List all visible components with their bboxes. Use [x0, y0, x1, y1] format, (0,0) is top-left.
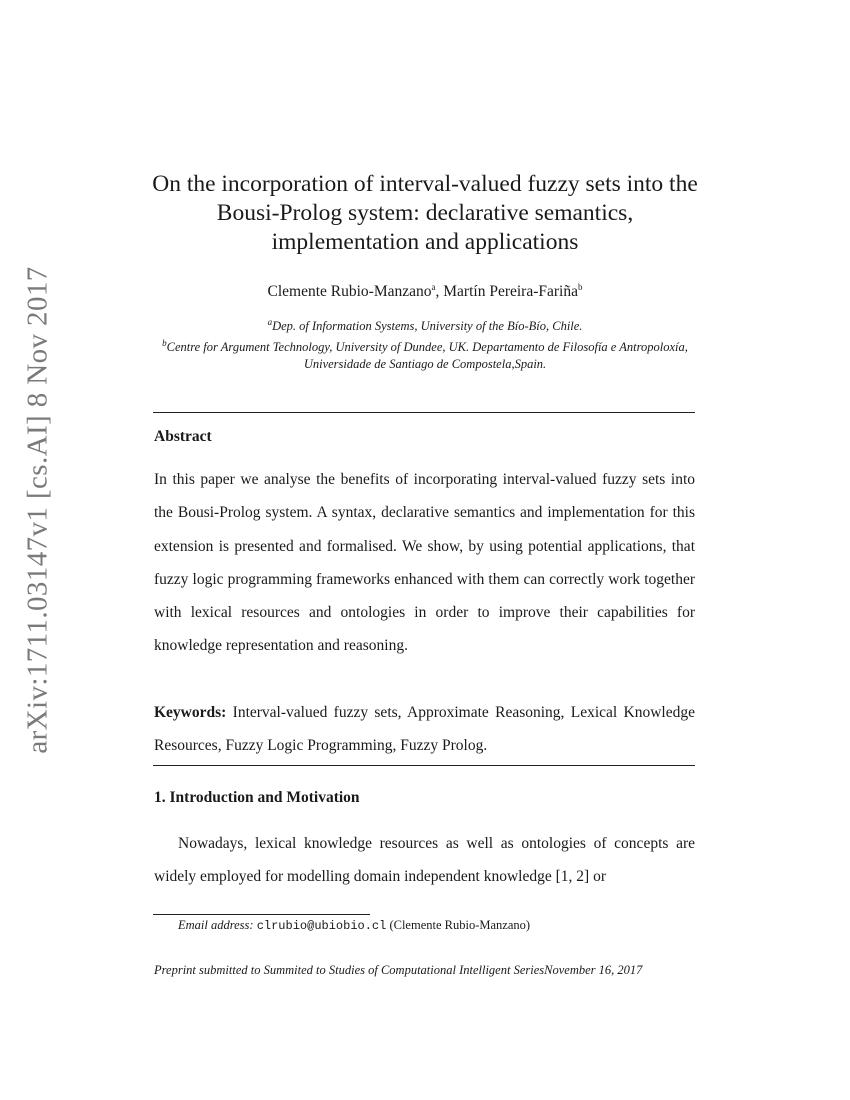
author-affiliation-mark: a: [431, 282, 436, 292]
affiliation-mark: b: [162, 338, 167, 349]
paper-title: On the incorporation of interval-valued fuzzy sets into the Bousi-Prolog system: declarative semantics, implementation and applications: [152, 171, 698, 255]
author-name: Clemente Rubio-Manzano: [267, 283, 432, 301]
email-address[interactable]: clrubio@ubiobio.cl: [256, 919, 387, 933]
footnote-label: Email address:: [178, 918, 254, 932]
author-affiliation-mark: b: [577, 282, 583, 292]
footnote-email: [178, 918, 530, 933]
affiliation-text: Centre for Argument Technology, University of Dundee, UK. Departamento de Filosofía e Antropoloxía, Universidade de Santiago de Compostela,Spain.: [166, 340, 688, 372]
intro-text: Nowadays, lexical knowledge resources as well as ontologies of concepts are widely employed for modelling domain independent knowledge [1, 2] or: [154, 835, 695, 886]
abstract-bottom-rule: [153, 765, 695, 766]
preprint-line: Preprint submitted to Summited to Studies of Computational Intelligent SeriesNovember 16, 2017: [154, 963, 643, 977]
affiliation-mark: a: [267, 317, 273, 327]
keywords-block: [154, 696, 695, 763]
affiliations: [140, 314, 710, 373]
intro-heading: 1. Introduction and Motivation: [154, 789, 360, 806]
abstract-text: In this paper we analyse the benefits of incorporating interval-valued fuzzy sets into the Bousi-Prolog system. A syntax, declarative semantics and implementation for this extension is presented and formalised. We show, by using potential applications, that fuzzy logic programming frameworks enhanced with them can correctly work together with lexical resources and ontologies in order to improve their capabilities for knowledge representation and reasoning.: [154, 471, 695, 655]
author-list: Clemente Rubio-Manzano$^a$, Martín Pereira-Fariña$^b$: [267, 282, 583, 301]
affiliation-item: [140, 314, 710, 335]
author-name: Martín Pereira-Fariña: [443, 283, 578, 301]
abstract-heading: Abstract: [154, 428, 212, 445]
affiliation-text: Dep. of Information Systems, University of the Bío-Bío, Chile.: [272, 319, 583, 334]
affiliation-item: [140, 335, 710, 373]
arxiv-identifier-stamp: arXiv:1711.03147v1 [cs.AI] 8 Nov 2017: [21, 266, 54, 754]
abstract-top-rule: [153, 412, 695, 413]
footnote-owner: (Clemente Rubio-Manzano): [389, 918, 531, 932]
keywords-label: Keywords:: [154, 704, 227, 721]
keywords-text: Interval-valued fuzzy sets, Approximate Reasoning, Lexical Knowledge Resources, Fuzzy Logic Programming, Fuzzy Prolog.: [154, 704, 695, 755]
footnote-rule: [153, 914, 370, 915]
